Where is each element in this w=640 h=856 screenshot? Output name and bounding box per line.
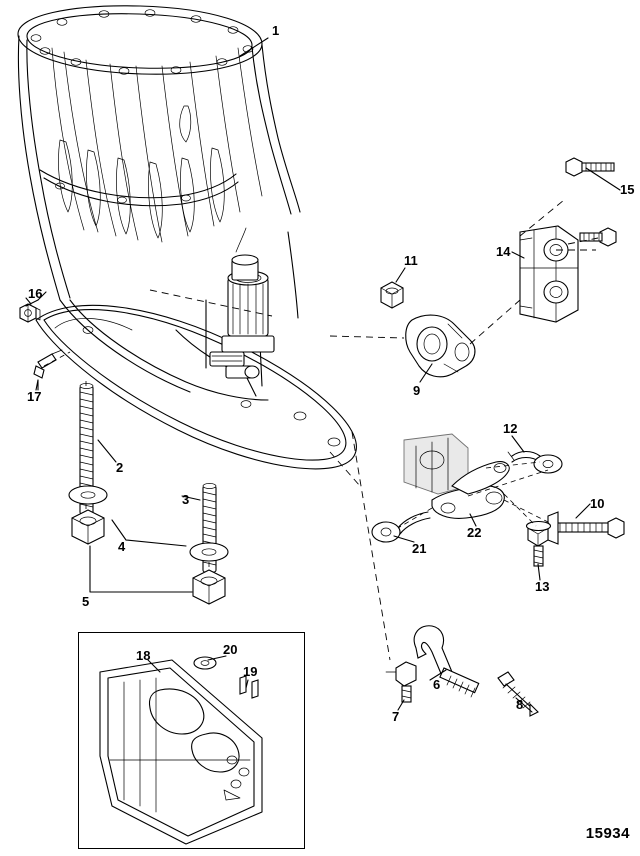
callout-3: 3: [182, 492, 190, 507]
part-11-artwork: [381, 282, 403, 308]
part-14-artwork: [520, 226, 578, 322]
part-17-artwork: [34, 350, 62, 390]
callout-9: 9: [413, 383, 421, 398]
part-10-artwork: [548, 512, 624, 544]
callout-5: 5: [82, 594, 90, 609]
callout-8: 8: [516, 697, 524, 712]
steering-arm-inset-frame: [78, 632, 305, 849]
callout-7: 7: [392, 709, 400, 724]
part-9-artwork: [406, 315, 475, 377]
part-6-artwork: [414, 626, 479, 697]
callout-14: 14: [496, 244, 511, 259]
callout-13: 13: [535, 579, 550, 594]
trim-motor-detail: [210, 228, 274, 378]
callout-1: 1: [272, 23, 280, 38]
driveshaft-housing-artwork: [18, 6, 356, 469]
callout-15: 15: [620, 182, 635, 197]
callout-4: 4: [118, 539, 126, 554]
callout-11: 11: [404, 253, 418, 268]
callout-10: 10: [590, 496, 605, 511]
callout-21: 21: [412, 541, 427, 556]
callout-18: 18: [136, 648, 151, 663]
callout-2: 2: [116, 460, 124, 475]
part-13-artwork: [527, 522, 551, 567]
callout-16: 16: [28, 286, 43, 301]
callout-6: 6: [433, 677, 441, 692]
part-7-artwork: [386, 662, 416, 702]
callout-20: 20: [223, 642, 238, 657]
callout-19: 19: [243, 664, 258, 679]
callout-17: 17: [27, 389, 42, 404]
callout-12: 12: [503, 421, 518, 436]
drawing-number: 15934: [585, 825, 630, 842]
callout-22: 22: [467, 525, 482, 540]
leader-lines: [26, 38, 620, 712]
